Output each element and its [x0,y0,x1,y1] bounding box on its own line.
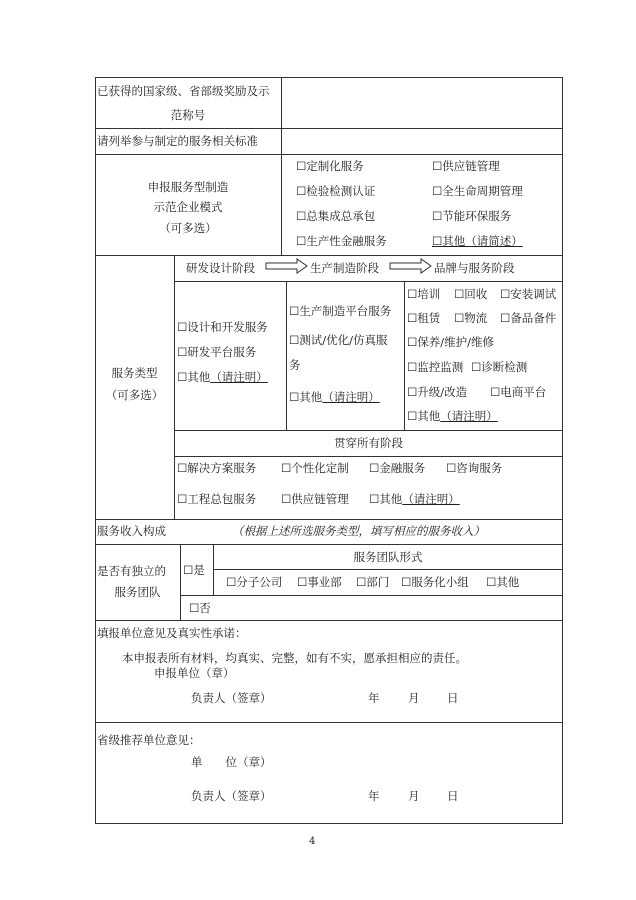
provincial-unit-seal: 单 位（章） [191,755,272,769]
revenue-label: 服务收入构成 [97,524,166,538]
column-divider [180,544,181,620]
commitment-text: 本申报表所有材料，均真实、完整，如有不实，愿承担相应的责任。 [122,651,467,665]
stage-rd-label: 研发设计阶段 [186,261,255,275]
row-divider [95,544,563,545]
row-divider [95,255,563,256]
mfg-option-testing[interactable]: ☐测试/优化/仿真服 [289,333,388,347]
mode-option-finance[interactable]: ☐生产性金融服务 [296,234,387,248]
mode-option-lifecycle[interactable]: ☐全生命周期管理 [432,184,523,198]
brand-option-other-label: ☐其他 [407,409,441,423]
mode-option-other[interactable]: ☐其他（请简述） [432,234,523,248]
brand-option-other-note: （请注明） [440,409,498,423]
awards-label-line2: 范称号 [170,108,206,122]
provincial-year: 年 [368,789,380,803]
brand-option-monitoring[interactable]: ☐监控监测 [407,360,464,374]
column-divider [404,281,405,430]
service-type-label-line2: （可多选） [105,388,164,402]
team-form-department[interactable]: ☐部门 [356,575,390,589]
through-option-other[interactable] [369,492,460,506]
row-divider [95,620,563,621]
through-option-engineering[interactable]: ☐工程总包服务 [177,492,257,506]
stage-brand-service-label: 品牌与服务阶段 [434,261,515,275]
awards-label-line1: 已获得的国家级、省部级奖励及示 [97,84,270,98]
standards-input[interactable] [283,130,560,153]
row-divider [180,595,563,596]
through-option-finance[interactable]: ☐金融服务 [369,461,426,475]
through-option-other-label: ☐其他 [369,492,403,506]
row-divider [174,281,563,282]
through-option-consulting[interactable]: ☐咨询服务 [446,461,503,475]
page-number: 4 [309,836,316,847]
mode-option-energy[interactable]: ☐节能环保服务 [432,209,512,223]
brand-option-training[interactable]: ☐培训 [407,287,441,301]
team-yes-checkbox[interactable]: ☐是 [183,563,205,577]
table-border-top [95,77,563,78]
mode-label-line1: 申报服务型制造 [147,180,229,194]
through-option-solutions[interactable]: ☐解决方案服务 [177,461,257,475]
commitment-year: 年 [368,691,380,705]
brand-option-maintenance[interactable]: ☐保养/维护/维修 [407,335,495,349]
provincial-title: 省级推荐单位意见： [97,733,201,747]
mfg-option-other[interactable] [289,390,380,404]
mode-option-custom[interactable]: ☐定制化服务 [296,159,364,173]
row-divider [95,519,563,520]
team-no-checkbox[interactable]: ☐否 [189,601,211,615]
rd-option-other[interactable] [177,370,268,384]
team-form-division[interactable]: ☐事业部 [297,575,342,589]
brand-option-upgrade[interactable]: ☐升级/改造 [407,385,468,399]
commitment-month: 月 [408,691,420,705]
table-border-bottom [95,823,563,824]
mode-label-line3: （可多选） [159,221,217,235]
brand-option-logistics[interactable]: ☐物流 [454,311,488,325]
row-divider [95,154,563,155]
commitment-unit-seal: 申报单位（章） [154,666,235,680]
table-border-right [562,77,563,823]
mode-option-inspection[interactable]: ☐检验检测认证 [296,184,376,198]
brand-option-install[interactable]: ☐安装调试 [500,287,557,301]
mfg-option-platform[interactable]: ☐生产制造平台服务 [289,304,392,318]
team-form-subsidiary[interactable]: ☐分子公司 [226,575,283,589]
mode-option-integration[interactable]: ☐总集成总承包 [296,209,376,223]
row-divider [174,456,563,457]
row-divider [95,722,563,723]
provincial-day: 日 [447,789,459,803]
team-form-service-group[interactable]: ☐服务化小组 [401,575,469,589]
commitment-title: 填报单位意见及真实性承诺： [97,626,247,640]
through-option-supply-chain[interactable]: ☐供应链管理 [281,492,349,506]
column-divider [174,255,175,519]
commitment-person-signature: 负责人（签章） [191,691,272,705]
service-type-label-line1: 服务类型 [111,366,158,380]
provincial-person-signature: 负责人（签章） [191,789,272,803]
brand-option-ecommerce[interactable]: ☐电商平台 [490,385,547,399]
team-label-line2: 服务团队 [114,585,161,599]
rd-option-other-note: （请注明） [210,370,268,384]
provincial-month: 月 [408,789,420,803]
commitment-day: 日 [447,691,459,705]
column-divider [286,281,287,430]
rd-option-platform[interactable]: ☐研发平台服务 [177,345,257,359]
brand-option-recycle[interactable]: ☐回收 [454,287,488,301]
through-option-other-note: （请注明） [402,492,460,506]
arrow-right-icon [265,258,309,274]
mode-label-line2: 示范企业模式 [153,200,223,214]
column-divider [281,77,282,255]
awards-input[interactable] [283,79,560,127]
mfg-option-other-label: ☐其他 [289,390,323,404]
brand-option-lease[interactable]: ☐租赁 [407,311,441,325]
team-form-other[interactable]: ☐其他 [486,575,520,589]
row-divider [95,128,563,129]
row-divider [174,430,563,431]
rd-option-other-label: ☐其他 [177,370,211,384]
standards-label: 请列举参与制定的服务相关标准 [97,134,258,148]
arrow-right-icon [389,258,433,274]
stage-manufacturing-label: 生产制造阶段 [310,261,379,275]
team-form-label: 服务团队形式 [353,550,423,564]
revenue-note[interactable]: （根据上述所选服务类型，填写相应的服务收入） [232,524,485,538]
mfg-option-other-note: （请注明） [322,390,380,404]
brand-option-other[interactable] [407,409,498,423]
rd-option-design-dev[interactable]: ☐设计和开发服务 [177,320,268,334]
brand-option-diagnostics[interactable]: ☐诊断检测 [471,360,528,374]
through-option-customization[interactable]: ☐个性化定制 [281,461,349,475]
mfg-option-testing-cont: 务 [289,358,301,372]
brand-option-spare-parts[interactable]: ☐备品备件 [500,311,557,325]
row-divider [213,569,563,570]
team-label-line1: 是否有独立的 [97,564,166,578]
mode-option-supply-chain[interactable]: ☐供应链管理 [432,159,500,173]
through-stages-label: 贯穿所有阶段 [334,436,403,450]
